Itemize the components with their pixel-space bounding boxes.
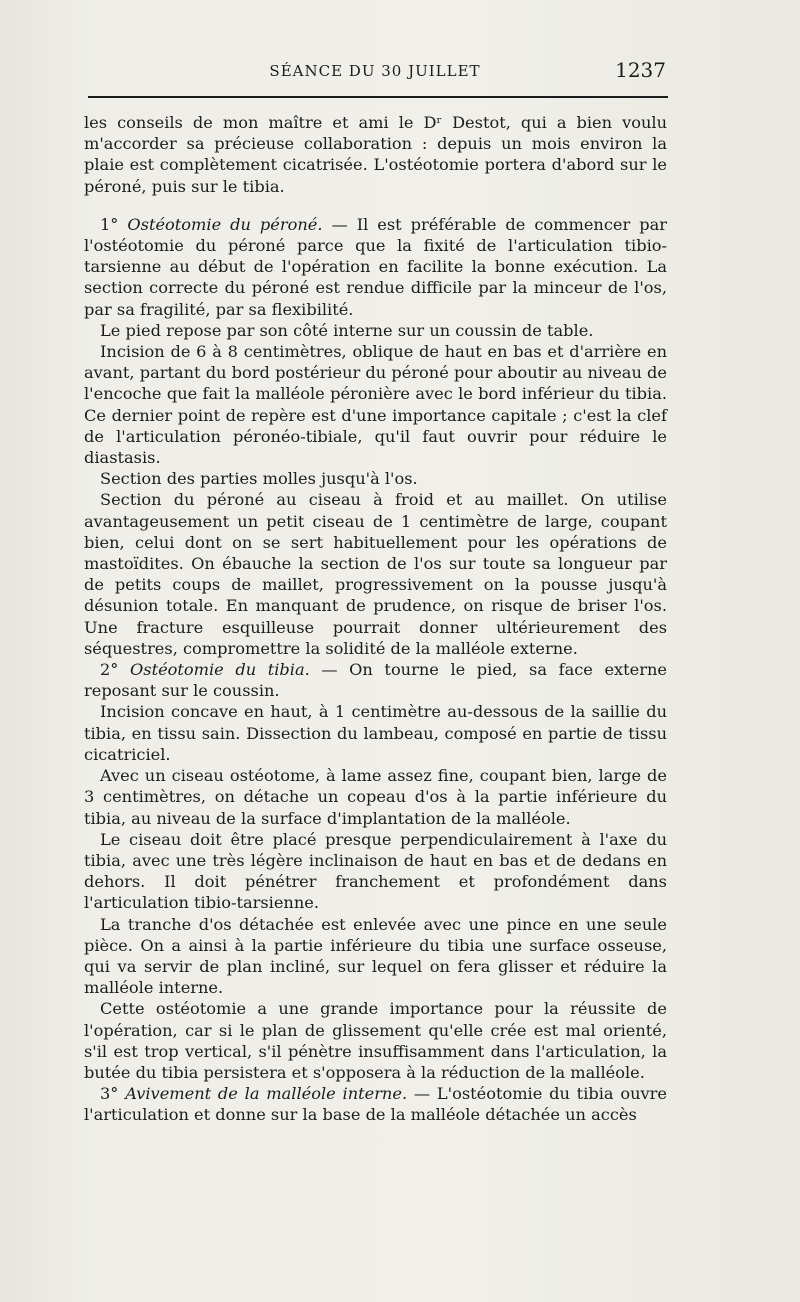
paragraph: Le ciseau doit être placé presque perpendiculairement à l'axe du tibia, avec une très légère inclinaison de haut en bas et de dedans en dehors. Il doit pénétrer franchement et profondément dans l'articulation tibio-tarsienne. — [84, 829, 667, 913]
paragraph: Le pied repose par son côté interne sur un coussin de table. — [100, 320, 594, 340]
section-paragraph-fibula: 1° Ostéotomie du péroné. — Il est préférable de commencer par l'ostéotomie du péroné parce que la fixité de l'articulation tibio-tarsienne au début de l'opération en facilite la bonne exécution. La section correcte du péroné est rendue difficile par la minceur de l'os, par sa fragilité, par sa flexibilité. — [84, 214, 667, 319]
paragraph: Section des parties molles jusqu'à l'os. — [100, 469, 418, 489]
section-number: 1° — [100, 214, 128, 234]
section-number: 2° — [100, 660, 130, 680]
paragraph: Section du péroné au ciseau à froid et au maillet. On utilise avantageusement un petit ciseau de 1 centimètre de large, coupant bien, celui dont on se sert habituellement pour les opérations de mastoïdites. On ébauche la section de l'os sur toute sa longueur par de petits coups de maillet, progressivement on la pousse jusqu'à désunion totale. En manquant de prudence, on risque de briser l'os. Une fracture esquilleuse pourrait donner ultérieurement des séquestres, compromettre la solidité de la malléole externe. — [84, 490, 667, 658]
section-paragraph-tibia: 2° Ostéotomie du tibia. — On tourne le pied, sa face externe reposant sur le coussin. — [84, 660, 667, 701]
paragraph: Avec un ciseau ostéotome, à lame assez fine, coupant bien, large de 3 centimètres, on détache un copeau d'os à la partie inférieure du tibia, au niveau de la surface d'implantation de la malléole. — [84, 766, 667, 828]
paragraph: La tranche d'os détachée est enlevée avec une pince en une seule pièce. On a ainsi à la partie inférieure du tibia une surface osseuse, qui va servir de plan incliné, sur lequel on fera glisser et réduire la malléole interne. — [84, 914, 667, 998]
paragraph: Incision de 6 à 8 centimètres, oblique de haut en bas et d'arrière en avant, partant du bord postérieur du péroné pour aboutir au niveau de l'encoche que fait la malléole péronière avec le bord inférieur du tibia. Ce dernier point de repère est d'une importance capitale ; c'est la clef de l'articulation péronéo-tibiale, qu'il faut ouvrir pour réduire le diastasis. — [84, 342, 667, 468]
page-number: 1237 — [615, 58, 666, 82]
body-text — [84, 112, 667, 1126]
header-rule — [88, 96, 668, 98]
section-number: 3° — [100, 1084, 126, 1104]
section-paragraph-malleolus: 3° Avivement de la malléole interne. — L'ostéotomie du tibia ouvre l'articulation et donne sur la base de la malléole détachée un accès — [84, 1084, 667, 1125]
section-heading: Ostéotomie du tibia. — [130, 660, 310, 680]
paragraph: Incision concave en haut, à 1 centimètre au-dessous de la saillie du tibia, en tissu sain. Dissection du lambeau, composé en partie de tissu cicatriciel. — [84, 702, 667, 764]
running-title: SÉANCE DU 30 JUILLET — [269, 62, 481, 80]
paragraph: les conseils de mon maître et ami le Dʳ Destot, qui a bien voulu m'accorder sa précieuse collaboration : depuis un mois environ la plaie est complètement cicatrisée. L'ostéotomie portera d'abord sur le péroné, puis sur le tibia. — [84, 113, 667, 196]
paragraph: Cette ostéotomie a une grande importance pour la réussite de l'opération, car si le plan de glissement qu'elle crée est mal orienté, s'il est trop vertical, s'il pénètre insuffisamment dans l'articulation, la butée du tibia persistera et s'opposera à la réduction de la malléole. — [84, 999, 667, 1082]
running-header — [84, 58, 666, 88]
section-heading: Ostéotomie du péroné. — [127, 214, 323, 234]
section-heading: Avivement de la malléole interne. — [125, 1084, 408, 1104]
